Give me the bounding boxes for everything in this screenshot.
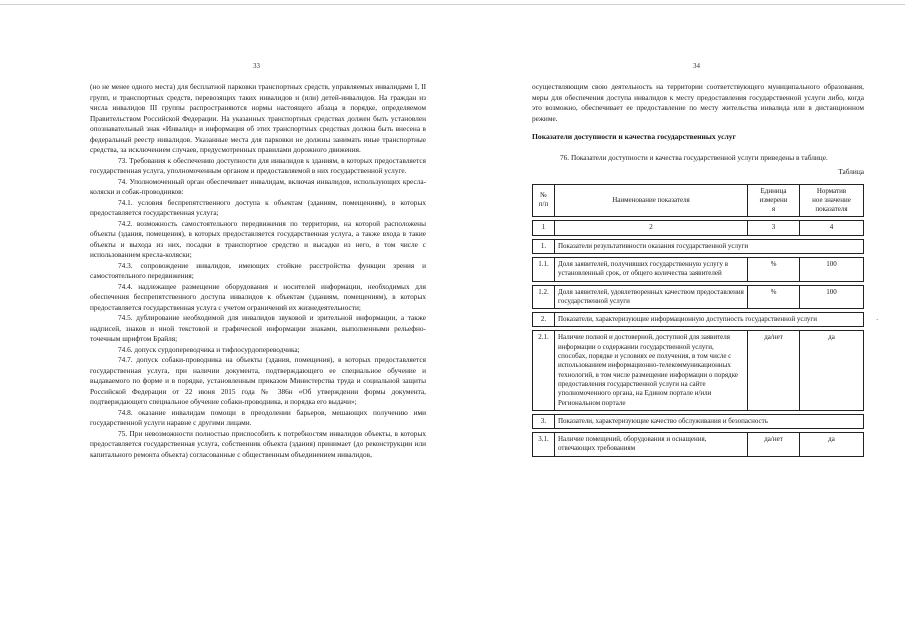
table-row — [533, 433, 864, 457]
left-paragraph: 74. Уполномоченный орган обеспечивает инвалидам, включая инвалидов, использующих кресла-коляски и собак-проводников: — [90, 176, 426, 196]
left-paragraph: 74.6. допуск сурдопереводчика и тифлосурдопереводчика; — [118, 344, 300, 354]
indicator-name: Доля заявителей, удовлетворенных качеством предоставления государственной услуги — [555, 285, 748, 309]
row-number: 3. — [533, 414, 555, 428]
row-number: 2. — [533, 313, 555, 327]
left-paragraph: 74.5. дублирование необходимой для инвалидов звуковой и зрительной информации, а также надписей, знаков и иной текстовой и графической информации знаками, выполненными рельефно-точечным шрифтом Брайля; — [90, 313, 426, 343]
indicator-unit: % — [748, 257, 800, 281]
header-name: Наименование показателя — [555, 184, 748, 217]
left-paragraph: (но не менее одного места) для бесплатной парковки транспортных средств, управляемых инвалидами I, II групп, и транспортных средств, перевозящих таких инвалидов и (или) детей-инвалидов. На граждан из числа инвалидов III группы распространяются нормы настоящего абзаца в порядке, определяемом Правительством Российской Федерации. На указанных транспортных средствах должен быть установлен опознавательный знак «Инвалид» и информация об этих транспортных средствах должна быть внесена в федеральный реестр инвалидов. Указанные места для парковки не должны занимать иные транспортные средства, за исключением случаев, предусмотренных правилами дорожного движения. — [90, 82, 426, 154]
row-number: 3.1. — [533, 433, 555, 457]
indicator-name: Наличие полной и достоверной, доступной для заявителя информации о содержании государственной услуги, способах, порядке и условиях ее получения, в том числе с использованием информационно-телекоммуникационных технологий, в том числе размещение информации о порядке предоставления государственной услуги на сайте уполномоченного органа, на Едином портале и/или Региональном портале — [555, 331, 748, 410]
left-paragraph: 74.2. возможность самостоятельного передвижения по территории, на которой расположены объекты (здания, помещения), в которых предоставляется государственная услуга, а также входа в такие объекты и выхода из них, посадки в транспортное средство и высадки из него, в том числе с использованием кресла-коляски; — [90, 218, 426, 259]
row-number: 1. — [533, 239, 555, 253]
indicator-unit: % — [748, 285, 800, 309]
indicator-name: Наличие помещений, оборудования и оснащения, отвечающих требованиям — [555, 433, 748, 457]
left-paragraph: 74.1. условия беспрепятственного доступа к объектам (зданиям, помещениям), в которых предоставляется государственная услуга; — [90, 197, 426, 217]
section-title: Показатели, характеризующие информационную доступность государственной услуги — [555, 313, 864, 327]
indicator-name: Доля заявителей, получивших государственную услугу в установленный срок, от общего количества заявителей — [555, 257, 748, 281]
row-number: 1.2. — [533, 285, 555, 309]
indicator-unit: да/нет — [748, 433, 800, 457]
header-value: Норматив ное значение показателя — [800, 184, 864, 217]
table-header-row — [533, 184, 864, 217]
table-section-row — [533, 313, 864, 327]
table-section-row — [533, 239, 864, 253]
left-paragraph: 74.8. оказание инвалидам помощи в преодолении барьеров, мешающих получению ими государственной услуги наравне с другими лицами. — [90, 407, 426, 427]
row-number: 2.1. — [533, 331, 555, 410]
row-number: 1.1. — [533, 257, 555, 281]
right-page-number: 34 — [693, 62, 700, 70]
section-heading: Показатели доступности и качества государственных услуг — [532, 132, 736, 141]
table-label: Таблица — [838, 167, 864, 176]
section-title: Показатели, характеризующие качество обслуживания и безопасность — [555, 414, 864, 428]
paragraph-76: 76. Показатели доступности и качества государственной услуги приведены в таблице. — [560, 152, 828, 162]
table-row — [533, 331, 864, 410]
table-section-row — [533, 414, 864, 428]
header-number: № п/п — [533, 184, 555, 217]
column-number: 1 — [533, 221, 555, 235]
right-page — [532, 82, 864, 457]
column-number: 4 — [800, 221, 864, 235]
left-paragraph: 75. При невозможности полностью приспособить к потребностям инвалидов объекты, в которых предоставляется государственная услуга, собственник объекта (здания) принимает (до реконструкции или капитального ремонта объекта) согласованные с общественным объединением инвалидов, — [90, 428, 426, 459]
indicator-value: 100 — [800, 257, 864, 281]
indicators-table — [532, 184, 864, 457]
column-number: 2 — [555, 221, 748, 235]
indicator-value: 100 — [800, 285, 864, 309]
continuation-paragraph: осуществляющим свою деятельность на территории соответствующего муниципального образования, меры для обеспечения доступа инвалидов к месту предоставления государственной услуги либо, когда это возможно, обеспечивает ее предоставление по месту жительства инвалида или в дистанционном режиме. — [532, 82, 864, 123]
scan-mark: · — [876, 316, 879, 324]
column-numbers-row — [533, 221, 864, 235]
indicator-value: да — [800, 433, 864, 457]
left-paragraph: 74.7. допуск собаки-проводника на объекты (здания, помещения), в которых предоставляется государственная услуга, при наличии документа, подтверждающего ее специальное обучение и выдаваемого по форме и в порядке, установленным приказом Министерства труда и социальной защиты Российской Федерации от 22 июня 2015 года № 386н «Об утверждении формы документа, подтверждающего специальное обучение собаки-проводника, и порядка его выдачи»; — [90, 355, 426, 406]
indicator-unit: да/нет — [748, 331, 800, 410]
left-page-number: 33 — [253, 62, 260, 70]
column-number: 3 — [748, 221, 800, 235]
left-paragraph: 74.4. надлежащее размещение оборудования и носителей информации, необходимых для обеспечения беспрепятственного доступа инвалидов к объектам (зданиям, помещениям), в которых предоставляется государственная услуга с учетом ограничений их жизнедеятельности; — [90, 281, 426, 312]
indicator-value: да — [800, 331, 864, 410]
left-page — [90, 82, 426, 460]
table-row — [533, 285, 864, 309]
header-unit: Единица измерени я — [748, 184, 800, 217]
left-paragraph: 74.3. сопровождение инвалидов, имеющих стойкие расстройства функции зрения и самостоятельного передвижения; — [90, 260, 426, 280]
scan-edge — [0, 4, 905, 5]
table-row — [533, 257, 864, 281]
section-title: Показатели результативности оказания государственной услуги — [555, 239, 864, 253]
left-paragraph: 73. Требования к обеспечению доступности для инвалидов к зданиям, в которых предоставляется государственная услуга, уполномоченным органом и предоставляемой в них государственной услуге. — [90, 155, 426, 175]
